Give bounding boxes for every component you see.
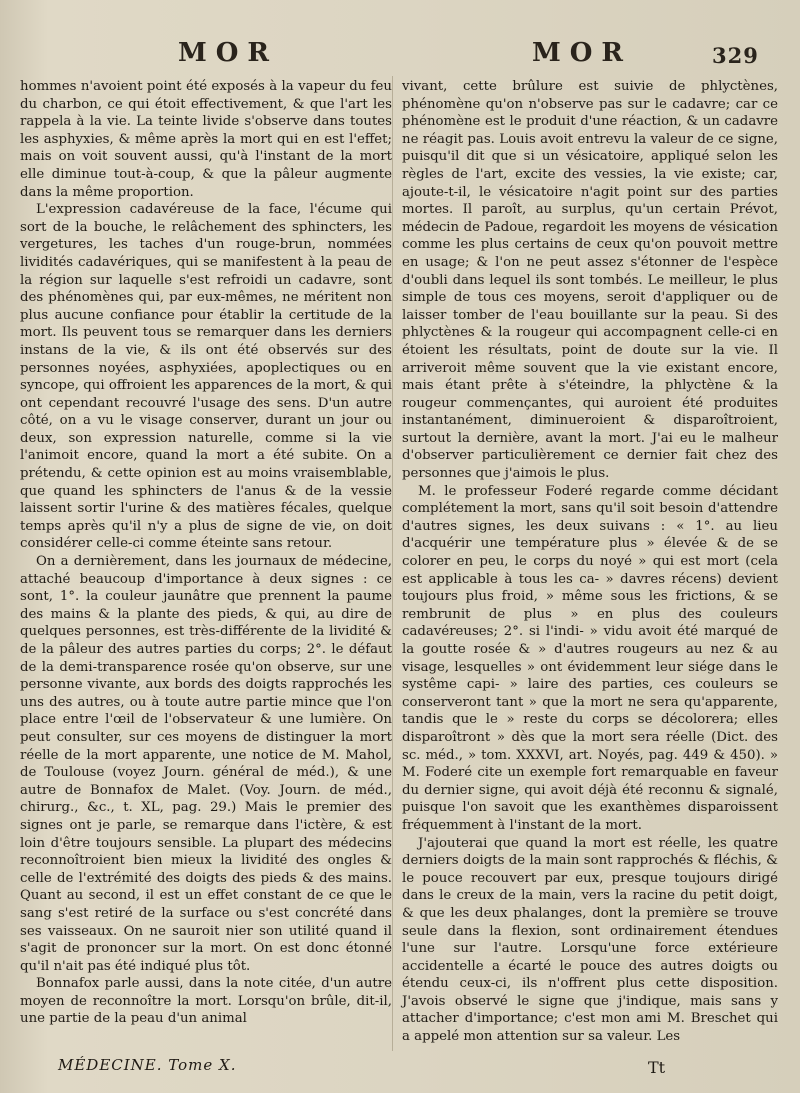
right-paragraph: vivant, cette brûlure est suivie de phlyctènes, phénomène qu'on n'observe pas sur le cadavre; car ce phénomène est le produit d'une réaction, & un cadavre ne réagit pas. Louis avoit entrevu la valeur de ce signe, puisqu'il dit que si un vésicatoire, appliqué selon les règles de l'art, excite des vessies, la vie existe; car, ajoute-t-il, le vésicatoire n'agit point sur des parties mortes. Il paroît, au surplus, qu'un certain Prévot, médecin de Padoue, regardoit les moyens de vésication comme les plus certains de ceux qu'on pouvoit mettre en usage; & l'on ne peut assez s'étonner de l'espèce d'oubli dans lequel ils sont tombés. Le meilleur, le plus simple de tous ces moyens, seroit d'appliquer ou de laisser tomber de l'eau bouillante sur la peau. Si des phlyctènes & la rougeur qui accompagnent celle-ci en étoient les résultats, point de doute sur la vie. Il arriveroit même souvent que la vie existant encore, mais étant prête à s'éteindre, la phlyctène & la rougeur commençantes, qui auroient été produites instantanément, diminueroient & disparoîtroient, surtout la dernière, avant la mort. J'ai eu le malheur d'observer particulièrement ce dernier fait chez des personnes que j'aimois le plus. (402, 79, 778, 482)
column-divider (392, 76, 393, 1051)
header-right-title: MOR (532, 38, 633, 68)
footer-signature: Tt (648, 1058, 666, 1077)
footer-volume: MÉDECINE. Tome X. (58, 1056, 237, 1074)
left-paragraph: L'expression cadavéreuse de la face, l'écume qui sort de la bouche, le relâchement des sphincters, les vergetures, les taches d'un rouge-brun, nommées lividités cadavériques, qui se manifestent à la peau de la région sur laquelle s'est refroidi un cadavre, sont des phénomènes qui, par eux-mêmes, ne méritent non plus aucune confiance pour établir la certitude de la mort. Ils peuvent tous se remarquer dans les derniers instans de la vie, & ils ont été observés sur des personnes noyées, asphyxiées, apoplectiques ou en syncope, qui offroient les apparences de la mort, & qui ont cependant recouvré l'usage des sens. D'un autre côté, on a vu le visage conserver, durant un jour ou deux, son expression naturelle, comme si la vie l'animoit encore, quand la mort a été subite. On a prétendu, & cette opinion est au moins vraisemblable, que quand les sphincters de l'anus & de la vessie laissent sortir l'urine & des matières fécales, quelque temps après qu'il n'y a plus de signe de vie, on doit considérer celle-ci comme éteinte sans retour. (20, 202, 392, 552)
page-number: 329 (712, 43, 759, 68)
header-left-title: MOR (178, 38, 279, 68)
right-paragraph: M. le professeur Foderé regarde comme décidant complétement la mort, sans qu'il soit besoin d'attendre d'autres signes, les deux suivans : « 1°. au lieu d'acquérir une température plus » élevée & de se colorer en peu, le corps du noyé » qui est mort (cela est applicable à tous les ca- » davres récens) devient toujours plus froid, » même sous les frictions, & se rembrunit de plus » en plus des couleurs cadavéreuses; 2°. si l'indi- » vidu avoit été marqué de la goutte rosée & » d'autres rougeurs au nez & au visage, lesquelles » ont évidemment leur siége dans le systême capi- » laire des parties, ces couleurs se conserveront tant » que la mort ne sera qu'apparente, tandis que le » reste du corps se décolorera; elles disparoîtront » dès que la mort sera réelle (Dict. des sc. méd., » tom. XXXVI, art. Noyés, pag. 449 & 450). » M. Foderé cite un exemple fort remarquable en faveur du dernier signe, qui avoit déjà été reconnu & signalé, puisque l'on savoit que les exanthèmes disparoissent fréquemment à l'instant de la mort. (402, 483, 778, 833)
left-column (20, 78, 392, 1028)
left-paragraph: hommes n'avoient point été exposés à la vapeur du feu du charbon, ce qui étoit effectivement, & que l'art les rappela à la vie. La teinte livide s'observe dans toutes les asphyxies, & même après la mort qui en est l'effet; mais on voit souvent aussi, qu'à l'instant de la mort elle diminue tout-à-coup, & que la pâleur augmente dans la même proportion. (20, 79, 392, 200)
running-header (0, 38, 800, 74)
right-paragraph: J'ajouterai que quand la mort est réelle, les quatre derniers doigts de la main sont rapprochés & fléchis, & le pouce recouvert par eux, presque toujours dirigé dans le creux de la main, vers la racine du petit doigt, & que les deux phalanges, dont la première se trouve seule dans la flexion, sont ordinairement étendues l'une sur l'autre. Lorsqu'une force extérieure accidentelle a écarté le pouce des autres doigts ou étendu ceux-ci, ils n'offrent plus cette disposition. J'avois observé le signe que j'indique, mais sans y attacher d'importance; c'est mon ami M. Breschet qui a appelé mon attention sur sa valeur. Les (402, 835, 778, 1045)
left-paragraph: On a dernièrement, dans les journaux de médecine, attaché beaucoup d'importance à deux signes : ce sont, 1°. la couleur jaunâtre que prennent la paume des mains & la plante des pieds, & qui, au dire de quelques personnes, est très-différente de la lividité & de la pâleur des autres parties du corps; 2°. le défaut de la demi-transparence rosée qu'on observe, sur une personne vivante, aux bords des doigts rapprochés les uns des autres, ou à toute autre partie mince que l'on place entre l'œil de l'observateur & une lumière. On peut consulter, sur ces moyens de distinguer la mort réelle de la mort apparente, une notice de M. Mahol, de Toulouse (voyez Journ. général de méd.), & une autre de Bonnafox de Malet. (Voy. Journ. de méd., chirurg., &c., t. XL, pag. 29.) Mais le premier des signes ont je parle, se remarque dans l'ictère, & est loin d'être toujours sensible. La plupart des médecins reconnoîtroient bien mieux la lividité des ongles & celle de l'extrémité des doigts des pieds & des mains. Quant au second, il est un effet constant de ce que le sang s'est retiré de la surface ou s'est concrété dans ses vaisseaux. On ne sauroit nier son utilité quand il s'agit de prononcer sur la mort. On est donc étonné qu'il n'ait pas été indiqué plus tôt. (20, 554, 392, 974)
left-paragraph: Bonnafox parle aussi, dans la note citée, d'un autre moyen de reconnoître la mort. Lorsqu'on brûle, dit-il, une partie de la peau d'un animal (20, 976, 392, 1027)
right-column (402, 78, 778, 1046)
